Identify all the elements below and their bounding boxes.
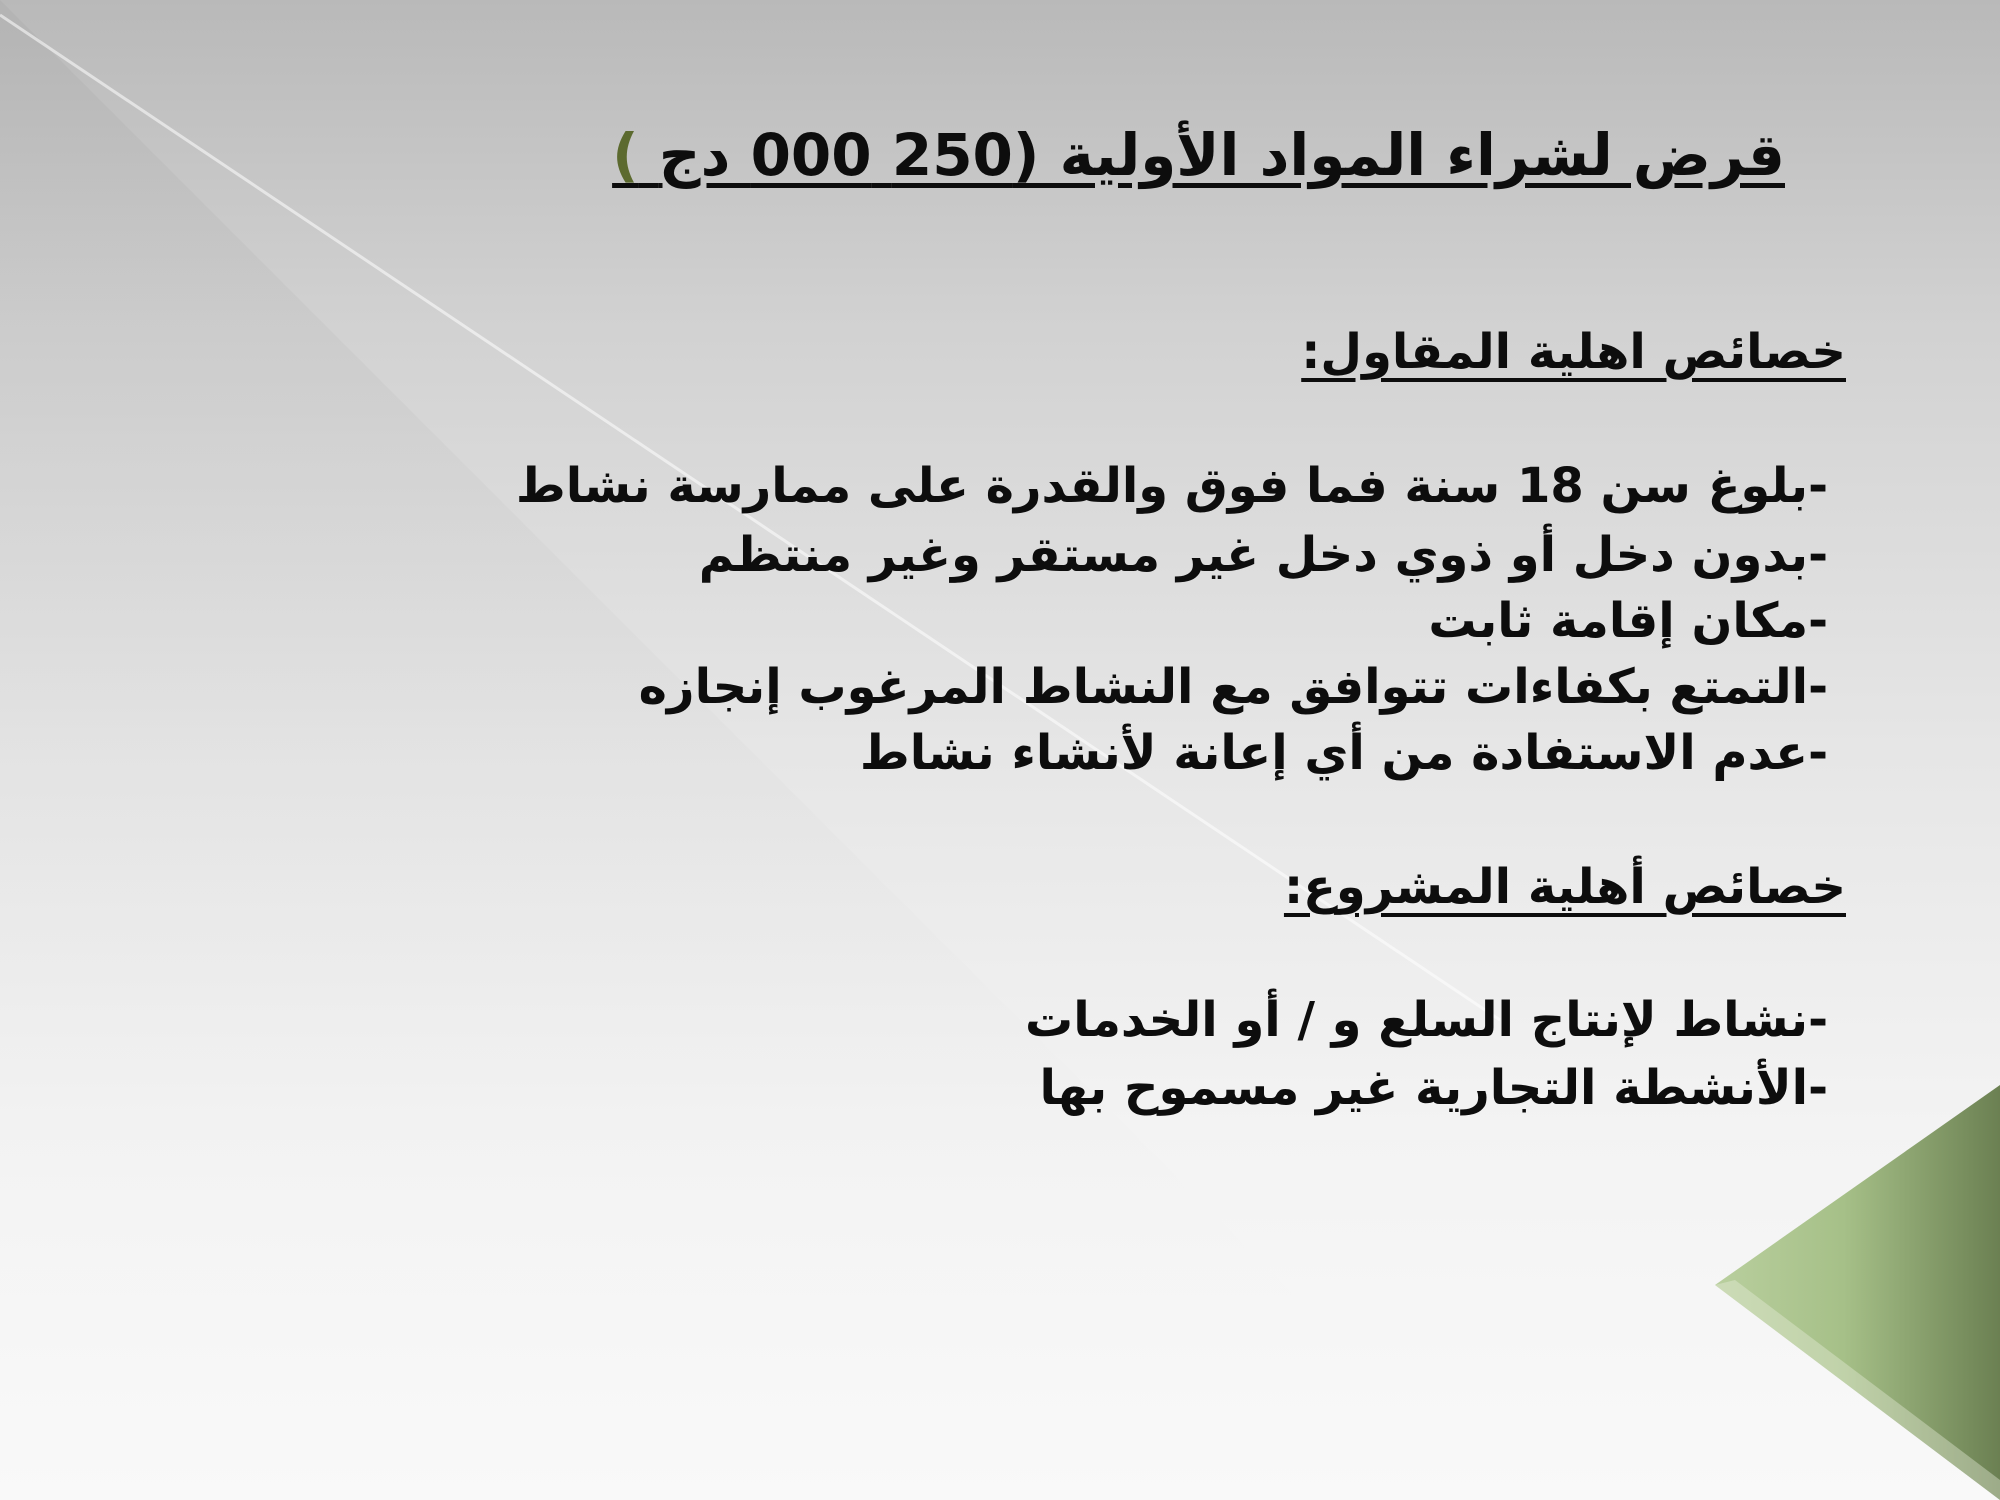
entrepreneur-item-2: -بدون دخل أو ذوي دخل غير مستقر وغير منتظم [698,527,1828,583]
project-item-2: -الأنشطة التجارية غير مسموح بها [1039,1060,1828,1116]
entrepreneur-item-5: -عدم الاستفادة من أي إعانة لأنشاء نشاط [859,725,1828,781]
project-heading: خصائص أهلية المشروع: [1283,859,1846,915]
project-item-1: -نشاط لإنتاج السلع و / أو الخدمات [1024,992,1828,1048]
slide-title-main: قرض لشراء المواد الأولية (250 000 دج [658,121,1785,189]
slide-title [612,115,1785,195]
entrepreneur-item-1: -بلوغ سن 18 سنة فما فوق والقدرة على ممارسة نشاط [515,458,1828,514]
entrepreneur-heading: خصائص اهلية المقاول: [1301,324,1846,380]
entrepreneur-item-3: -مكان إقامة ثابت [1428,593,1828,649]
slide-title-closing-paren: ) [612,121,639,189]
entrepreneur-item-4: -التمتع بكفاءات تتوافق مع النشاط المرغوب إنجازه [638,659,1828,715]
